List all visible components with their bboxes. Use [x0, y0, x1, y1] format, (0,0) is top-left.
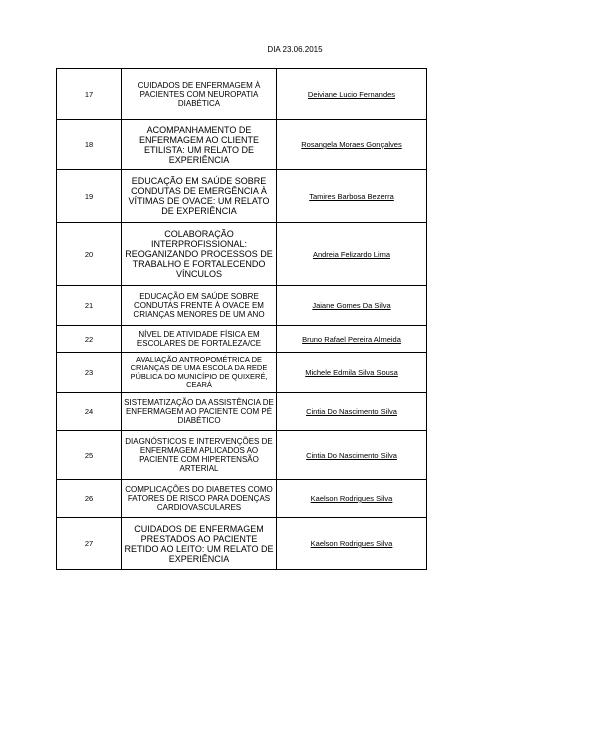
row-number: 18: [57, 120, 122, 170]
row-number: 21: [57, 286, 122, 326]
author-name: Jaiane Gomes Da Silva: [312, 301, 391, 310]
author-cell: [277, 393, 427, 431]
row-number: 27: [57, 518, 122, 570]
author-name: Deiviane Lucio Fernandes: [307, 89, 396, 99]
work-title: COMPLICAÇÕES DO DIABETES COMO FATORES DE RISCO PARA DOENÇAS CARDIOVASCULARES: [122, 480, 277, 518]
author-name: Michele Edmila Silva Sousa: [305, 368, 398, 377]
row-number: 24: [57, 393, 122, 431]
table-row: [57, 431, 427, 480]
author-name: Cintia Do Nascimento Silva: [306, 450, 397, 460]
work-title: SISTEMATIZAÇÃO DA ASSISTÊNCIA DE ENFERMAGEM AO PACIENTE COM PÉ DIABÉTICO: [122, 393, 277, 431]
row-number: 22: [57, 326, 122, 353]
work-title: EDUCAÇÃO EM SAÚDE SOBRE CONDUTAS DE EMERGÊNCIA À VÍTIMAS DE OVACE: UM RELATO DE EXPERIÊNCIA: [122, 170, 277, 223]
author-cell: [277, 120, 427, 170]
author-cell: [277, 353, 427, 393]
work-title: CUIDADOS DE ENFERMAGEM PRESTADOS AO PACIENTE RETIDO AO LEITO: UM RELATO DE EXPERIÊNCIA: [122, 518, 277, 570]
work-title: ACOMPANHAMENTO DE ENFERMAGEM AO CLIENTE ETILISTA: UM RELATO DE EXPERIÊNCIA: [122, 120, 277, 170]
table-row: [57, 69, 427, 120]
row-number: 19: [57, 170, 122, 223]
row-number: 20: [57, 223, 122, 286]
author-name: Kaelson Rodrigues Silva: [310, 494, 393, 503]
author-name: Kaelson Rodrigues Silva: [310, 539, 393, 548]
author-cell: [277, 223, 427, 286]
author-cell: [277, 170, 427, 223]
table-row: [57, 326, 427, 353]
table-row: [57, 286, 427, 326]
author-name: Cintia Do Nascimento Silva: [306, 407, 397, 416]
author-name: Rosangela Moraes Gonçalves: [301, 140, 402, 149]
table-row: [57, 518, 427, 570]
work-title: DIAGNÓSTICOS E INTERVENÇÕES DE ENFERMAGEM APLICADOS AO PACIENTE COM HIPERTENSÃO ARTERIAL: [122, 431, 277, 480]
page-date: DIA 23.06.2015: [267, 45, 323, 54]
author-cell: [277, 69, 427, 120]
row-number: 23: [57, 353, 122, 393]
work-title: AVALIAÇÃO ANTROPOMÉTRICA DE CRIANÇAS DE UMA ESCOLA DA REDE PÚBLICA DO MUNICÍPIO DE QUIXERÉ, CEARÁ: [122, 353, 277, 393]
work-title: EDUCAÇÃO EM SAÚDE SOBRE CONDUTAS FRENTE À OVACE EM CRIANÇAS MENORES DE UM ANO: [122, 286, 277, 326]
table-row: [57, 393, 427, 431]
work-title: NÍVEL DE ATIVIDADE FÍSICA EM ESCOLARES DE FORTALEZA/CE: [122, 326, 277, 353]
author-cell: [277, 431, 427, 480]
author-cell: [277, 480, 427, 518]
row-number: 26: [57, 480, 122, 518]
author-name: Andreia Felizardo Lima: [312, 249, 391, 259]
presentation-schedule-table: [56, 68, 427, 570]
table-row: [57, 223, 427, 286]
work-title: CUIDADOS DE ENFERMAGEM À PACIENTES COM NEUROPATIA DIABÉTICA: [122, 69, 277, 120]
author-name: Bruno Rafael Pereira Almeida: [302, 334, 401, 344]
table-row: [57, 353, 427, 393]
table-row: [57, 120, 427, 170]
table-row: [57, 480, 427, 518]
author-cell: [277, 286, 427, 326]
work-title: COLABORAÇÃO INTERPROFISSIONAL: REOGANIZANDO PROCESSOS DE TRABALHO E FORTALECENDO VÍNCULOS: [122, 223, 277, 286]
row-number: 25: [57, 431, 122, 480]
author-name: Tamires Barbosa Bezerra: [309, 191, 394, 201]
author-cell: [277, 518, 427, 570]
table-row: [57, 170, 427, 223]
author-cell: [277, 326, 427, 353]
row-number: 17: [57, 69, 122, 120]
